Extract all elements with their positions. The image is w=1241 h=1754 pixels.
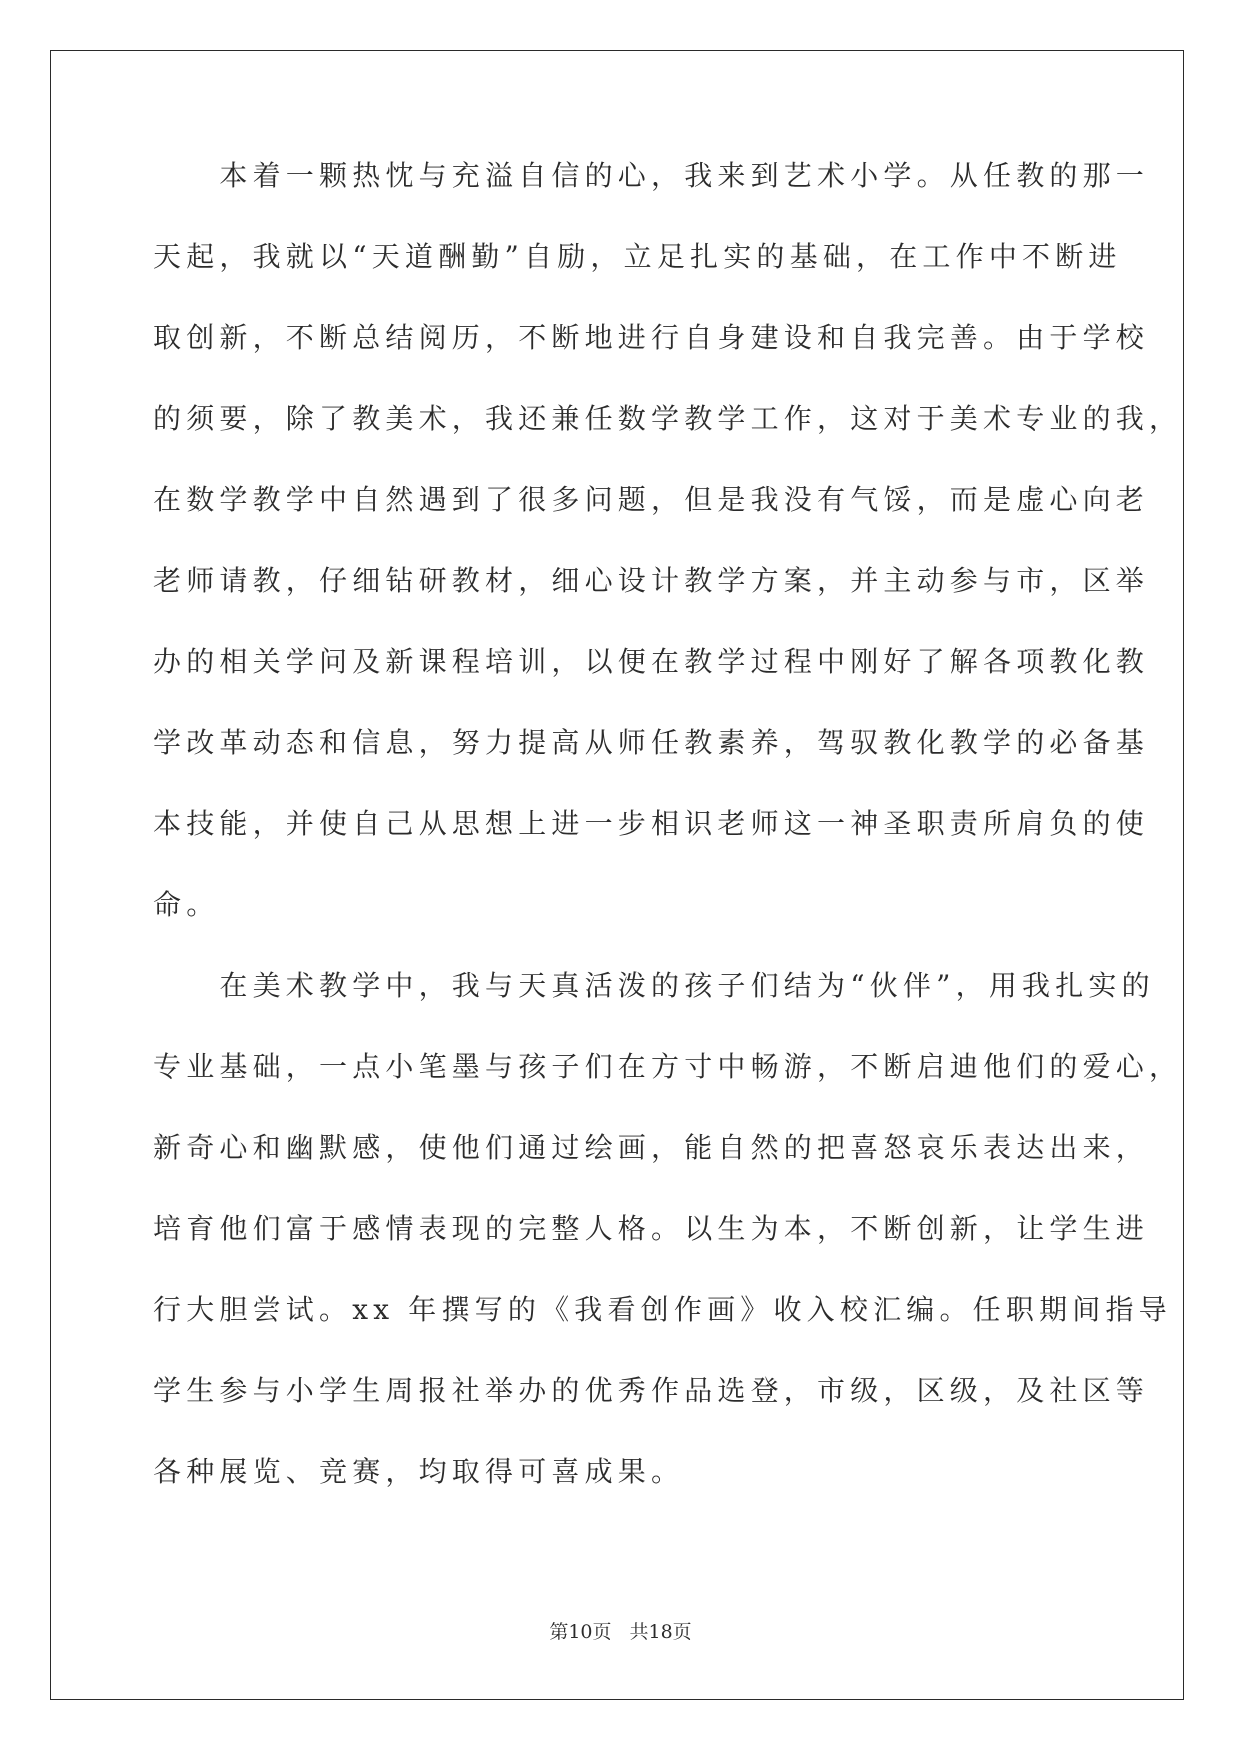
page-number: 第10页 — [549, 1621, 612, 1643]
text-line: 的须要，除了教美术，我还兼任数学教学工作，这对于美术专业的我， — [153, 402, 1183, 435]
text-line: 在美术教学中，我与天真活泼的孩子们结为“伙伴”，用我扎实的 — [153, 969, 1155, 1002]
page-total: 共18页 — [629, 1621, 692, 1643]
text-line: 新奇心和幽默感，使他们通过绘画，能自然的把喜怒哀乐表达出来， — [153, 1131, 1150, 1164]
text-line: 在数学教学中自然遇到了很多问题，但是我没有气馁，而是虚心向老 — [153, 483, 1150, 516]
text-line: 培育他们富于感情表现的完整人格。以生为本，不断创新，让学生进 — [153, 1212, 1150, 1245]
page-footer — [0, 1617, 1241, 1644]
text-line: 学改革动态和信息，努力提高从师任教素养，驾驭教化教学的必备基 — [153, 726, 1150, 759]
text-line: 行大胆尝试。xx 年撰写的《我看创作画》收入校汇编。任职期间指导 — [153, 1293, 1172, 1326]
text-line: 学生参与小学生周报社举办的优秀作品选登，市级，区级，及社区等 — [153, 1374, 1150, 1407]
text-line: 专业基础，一点小笔墨与孩子们在方寸中畅游，不断启迪他们的爱心， — [153, 1050, 1183, 1083]
text-line: 老师请教，仔细钻研教材，细心设计教学方案，并主动参与市，区举 — [153, 564, 1150, 597]
text-line: 本着一颗热忱与充溢自信的心，我来到艺术小学。从任教的那一 — [153, 159, 1150, 192]
text-line: 取创新，不断总结阅历，不断地进行自身建设和自我完善。由于学校 — [153, 321, 1150, 354]
text-line: 本技能，并使自己从思想上进一步相识老师这一神圣职责所肩负的使 — [153, 807, 1150, 840]
body-text — [153, 159, 1183, 1539]
text-line: 命。 — [153, 888, 220, 921]
text-line: 天起，我就以“天道酬勤”自励，立足扎实的基础，在工作中不断进 — [153, 240, 1122, 273]
text-line: 办的相关学问及新课程培训，以便在教学过程中刚好了解各项教化教 — [153, 645, 1150, 678]
text-line: 各种展览、竞赛，均取得可喜成果。 — [153, 1455, 685, 1488]
